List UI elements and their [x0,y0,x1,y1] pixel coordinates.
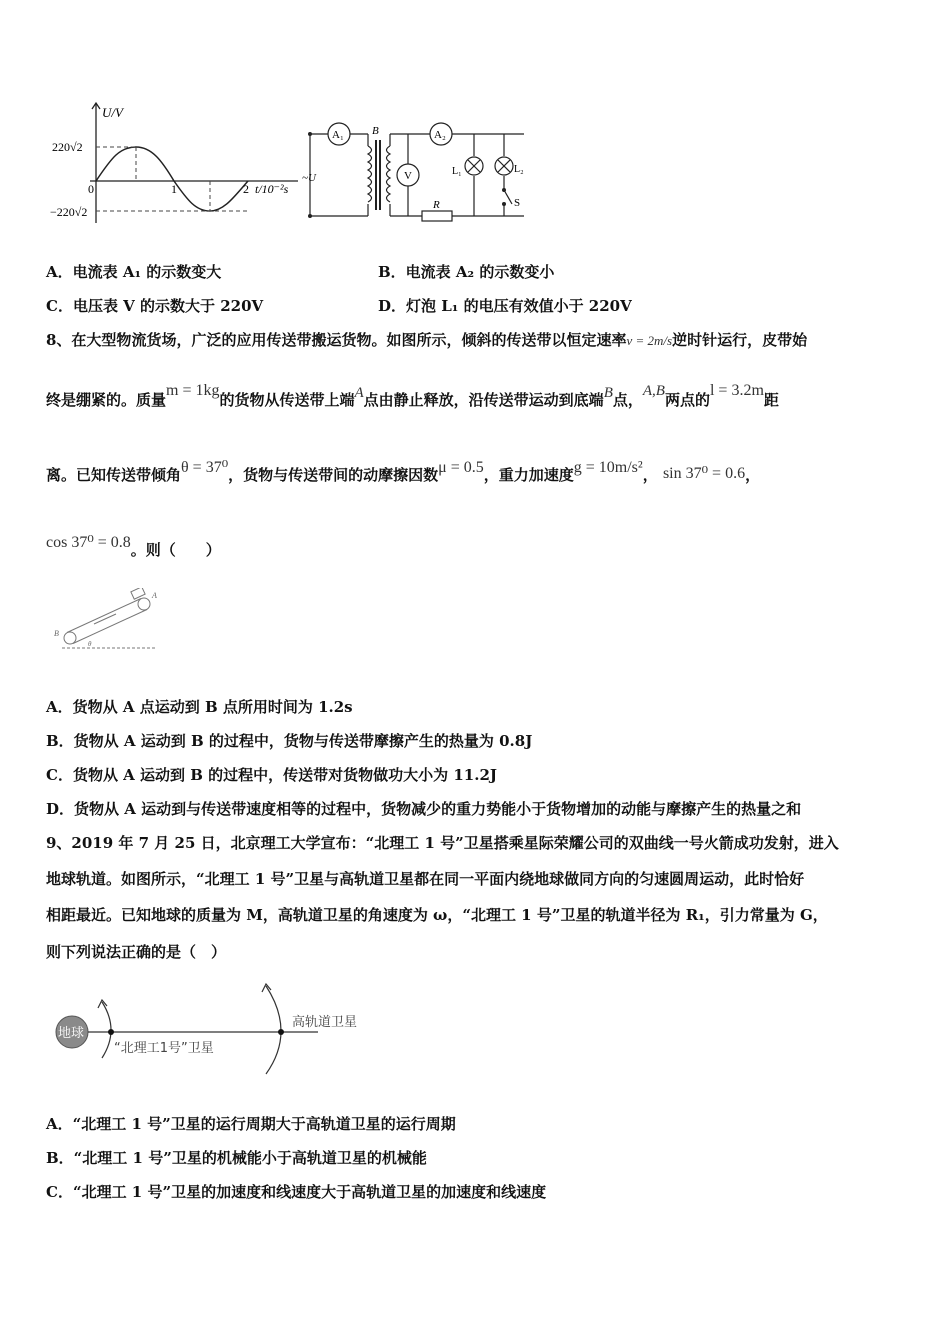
resistor-label: R [433,199,440,211]
satellite-orbit-figure [50,980,390,1080]
sine-wave [96,147,248,211]
high-satellite [278,1029,284,1035]
conveyor-belt-figure [52,588,162,652]
switch-lever [504,190,512,204]
core-label: B [372,125,379,137]
cargo-box [131,588,145,599]
bit-satellite-label: “北理工1号”卫星 [114,1041,214,1056]
switch-contact [502,202,506,206]
q9-option-a: A．“北理工 1 号”卫星的运行周期大于高轨道卫星的运行周期 [46,1115,456,1133]
tick2-label: 2 [243,182,249,196]
high-satellite-label: 高轨道卫星 [292,1015,358,1030]
q8-option-a: A．货物从 A 点运动到 B 点所用时间为 1.2s [46,698,353,716]
voltage-time-graph [50,95,310,230]
cos-formula: cos 37⁰ = 0.8 [46,534,131,551]
bit-satellite [108,1029,114,1035]
points-ab: A,B [642,383,665,399]
transformer-circuit [302,118,542,228]
switch-label: S [514,197,521,209]
lamp-l2 [495,157,513,175]
q8-option-b: B．货物从 A 运动到 B 的过程中，货物与传送带摩擦产生的热量为 0.8J [46,732,533,750]
primary-coil [368,146,372,202]
q7-option-d: D．灯泡 L₁ 的电压有效值小于 220V [378,297,632,315]
lower-pulley [64,632,76,644]
switch-pivot [502,188,506,192]
voltmeter-label: V [404,170,412,182]
ammeter-a1-label: A₁ [332,129,344,141]
q8-option-c: C．货物从 A 运动到 B 的过程中，传送带对货物做功大小为 11.2J [46,766,497,784]
resistor-r [422,211,452,221]
q7-option-b: B．电流表 A₂ 的示数变小 [378,263,555,281]
source-label: ~U [302,172,316,184]
sin-formula: sin 37⁰ = 0.6 [662,465,746,482]
q9-stem-line2: 地球轨道。如图所示，“北理工 1 号”卫星与高轨道卫星都在同一平面内绕地球做同方向的匀速圆周运动，此时恰好 [46,870,805,888]
label-theta: θ [88,640,92,648]
y-axis-label: U/V [102,105,123,120]
speed-formula: v = 2m/s [626,333,673,348]
label-b: B [54,629,59,638]
y-pos-label: 220√2 [52,140,83,154]
angle-formula: θ = 37⁰ [181,459,229,476]
upper-pulley [138,598,150,610]
gravity-formula: g = 10m/s² [573,459,643,476]
q8-stem-line1: 8、在大型物流货场，广泛的应用传送带搬运货物。如图所示，倾斜的传送带以恒定速率v = 2m/s逆时针运行，皮带始 [46,331,808,349]
origin-label: 0 [88,182,94,196]
label-a: A [152,591,157,600]
inner-orbit-arrow [98,1000,107,1008]
q8-stem-line4: cos 37⁰ = 0.8。则（ ） [46,534,221,559]
q9-option-b: B．“北理工 1 号”卫星的机械能小于高轨道卫星的机械能 [46,1149,427,1167]
mass-formula: m = 1kg [166,382,220,399]
q8-stem-line2: 终是绷紧的。质量m = 1kg的货物从传送带上端A点由静止释放，沿传送带运动到底端B点，A,B两点的l = 3.2m距 [46,382,779,409]
x-axis-label: t/10⁻²s [255,182,289,196]
friction-formula: μ = 0.5 [438,459,484,476]
q8-stem-line3: 离。已知传送带倾角θ = 37⁰，货物与传送带间的动摩擦因数μ = 0.5，重力加速度g = 10m/s²， sin 37⁰ = 0.6， [46,459,761,484]
q9-stem-line4: 则下列说法正确的是（ ） [46,943,227,961]
secondary-coil [387,146,391,202]
earth-label: 地球 [58,1026,85,1041]
lamp-l1-label: L₁ [452,166,462,177]
q9-stem-line1: 9、2019 年 7 月 25 日，北京理工大学宣布：“北理工 1 号”卫星搭乘星际荣耀公司的双曲线一号火箭成功发射，进入 [46,834,839,852]
point-b: B [603,385,613,401]
lamp-l2-label: L₂ [514,164,524,175]
lamp-l1 [465,157,483,175]
q8-option-d: D．货物从 A 运动到与传送带速度相等的过程中，货物减少的重力势能小于货物增加的动能与摩擦产生的热量之和 [46,800,802,818]
q9-stem-line3: 相距最近。已知地球的质量为 M，高轨道卫星的角速度为 ω，“北理工 1 号”卫星的轨道半径为 R₁，引力常量为 G， [46,906,828,924]
tick1-label: 1 [171,182,177,196]
q9-option-c: C．“北理工 1 号”卫星的加速度和线速度大于高轨道卫星的加速度和线速度 [46,1183,547,1201]
terminal-top [308,132,312,136]
q7-option-a: A．电流表 A₁ 的示数变大 [46,263,222,281]
outer-orbit-arc [266,986,281,1074]
q7-option-c: C．电压表 V 的示数大于 220V [46,297,264,315]
terminal-bottom [308,214,312,218]
length-formula: l = 3.2m [709,382,764,399]
ammeter-a2-label: A₂ [434,129,446,141]
point-a: A [354,385,364,401]
y-neg-label: −220√2 [50,205,88,219]
